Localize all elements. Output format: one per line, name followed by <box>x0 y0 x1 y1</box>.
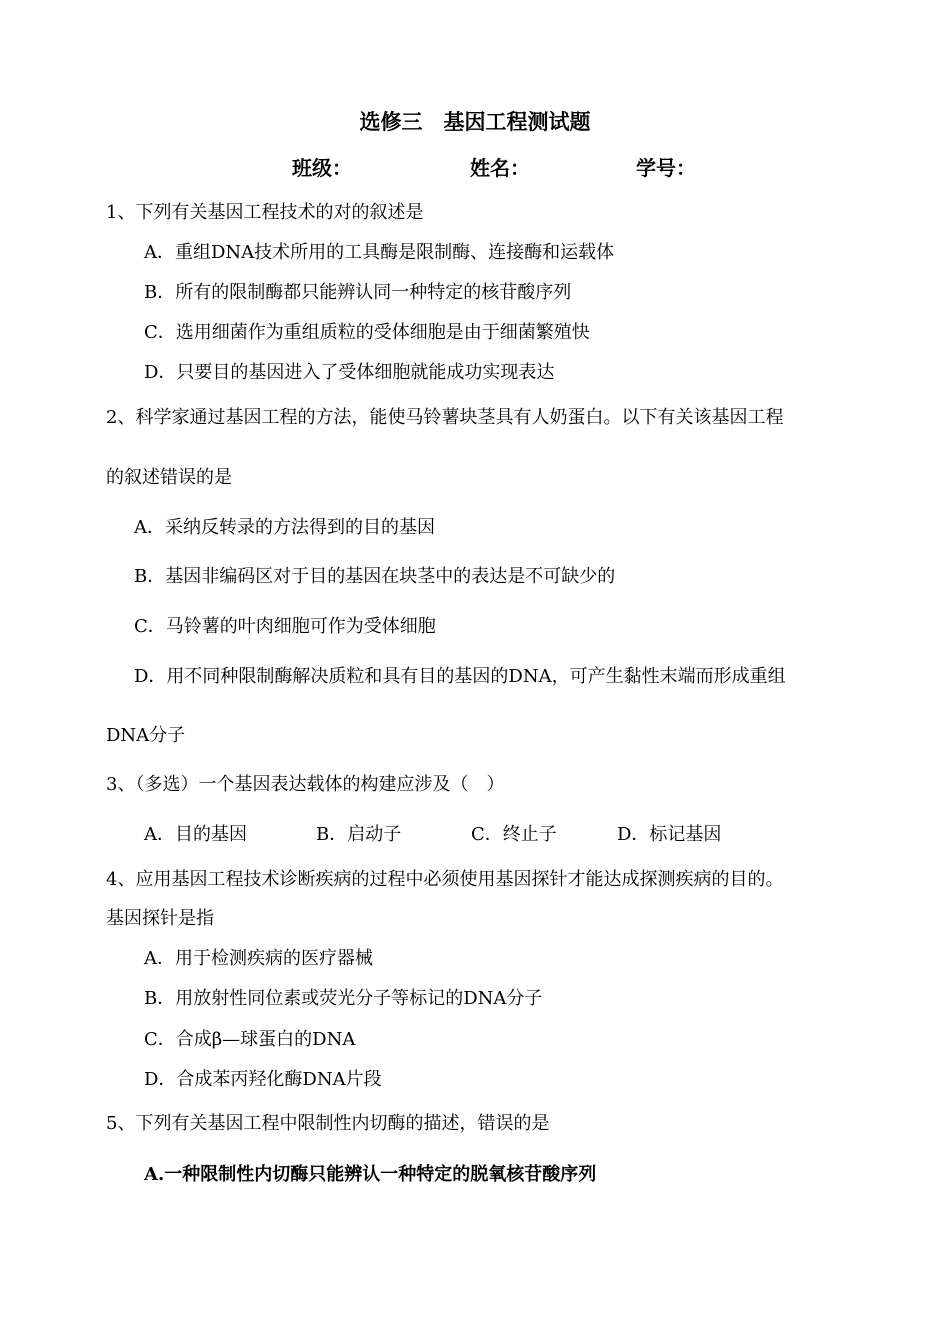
question-1-option-c: C．选用细菌作为重组质粒的受体细胞是由于细菌繁殖快 <box>144 322 590 343</box>
question-1-option-b: B．所有的限制酶都只能辨认同一种特定的核苷酸序列 <box>144 282 572 303</box>
student-id-label: 学号： <box>636 156 696 180</box>
question-4-option-d: D．合成苯丙羟化酶DNA片段 <box>144 1069 382 1090</box>
question-4-option-c: C．合成β—球蛋白的DNA <box>144 1029 356 1050</box>
question-4-stem-line1: 4、应用基因工程技术诊断疾病的过程中必须使用基因探针才能达成探测疾病的目的。 <box>106 869 784 890</box>
question-3-option-c: C．终止子 <box>471 824 557 845</box>
question-5-option-a: A.一种限制性内切酶只能辨认一种特定的脱氧核苷酸序列 <box>144 1164 597 1185</box>
question-2-option-d-line2: DNA分子 <box>106 725 186 746</box>
name-label: 姓名： <box>470 156 530 180</box>
question-3-option-b: B．启动子 <box>316 824 402 845</box>
question-2-option-a: A．采纳反转录的方法得到的目的基因 <box>134 517 435 538</box>
question-2-stem-line1: 2、科学家通过基因工程的方法，能使马铃薯块茎具有人奶蛋白。以下有关该基因工程 <box>106 407 784 428</box>
question-1-option-a: A．重组DNA技术所用的工具酶是限制酶、连接酶和运载体 <box>144 242 615 263</box>
question-5-stem: 5、下列有关基因工程中限制性内切酶的描述，错误的是 <box>106 1113 550 1134</box>
question-4-option-a: A．用于检测疾病的医疗器械 <box>144 948 373 969</box>
question-2-option-c: C．马铃薯的叶肉细胞可作为受体细胞 <box>134 616 436 637</box>
class-label: 班级： <box>292 156 352 180</box>
question-3-option-a: A．目的基因 <box>144 824 247 845</box>
question-4-option-b: B．用放射性同位素或荧光分子等标记的DNA分子 <box>144 988 543 1009</box>
question-2-option-b: B．基因非编码区对于目的基因在块茎中的表达是不可缺少的 <box>134 566 616 587</box>
question-1-option-d: D．只要目的基因进入了受体细胞就能成功实现表达 <box>144 362 555 383</box>
question-3-option-d: D．标记基因 <box>617 824 722 845</box>
question-3-stem: 3、（多选）一个基因表达载体的构建应涉及（ ） <box>106 774 505 795</box>
question-2-option-d-line1: D．用不同种限制酶解决质粒和具有目的基因的DNA，可产生黏性末端而形成重组 <box>134 666 786 687</box>
question-1-stem: 1、下列有关基因工程技术的对的叙述是 <box>106 202 424 223</box>
question-4-stem-line2: 基因探针是指 <box>106 908 214 929</box>
page-title: 选修三 基因工程测试题 <box>359 109 591 134</box>
question-2-stem-line2: 的叙述错误的是 <box>106 467 232 488</box>
